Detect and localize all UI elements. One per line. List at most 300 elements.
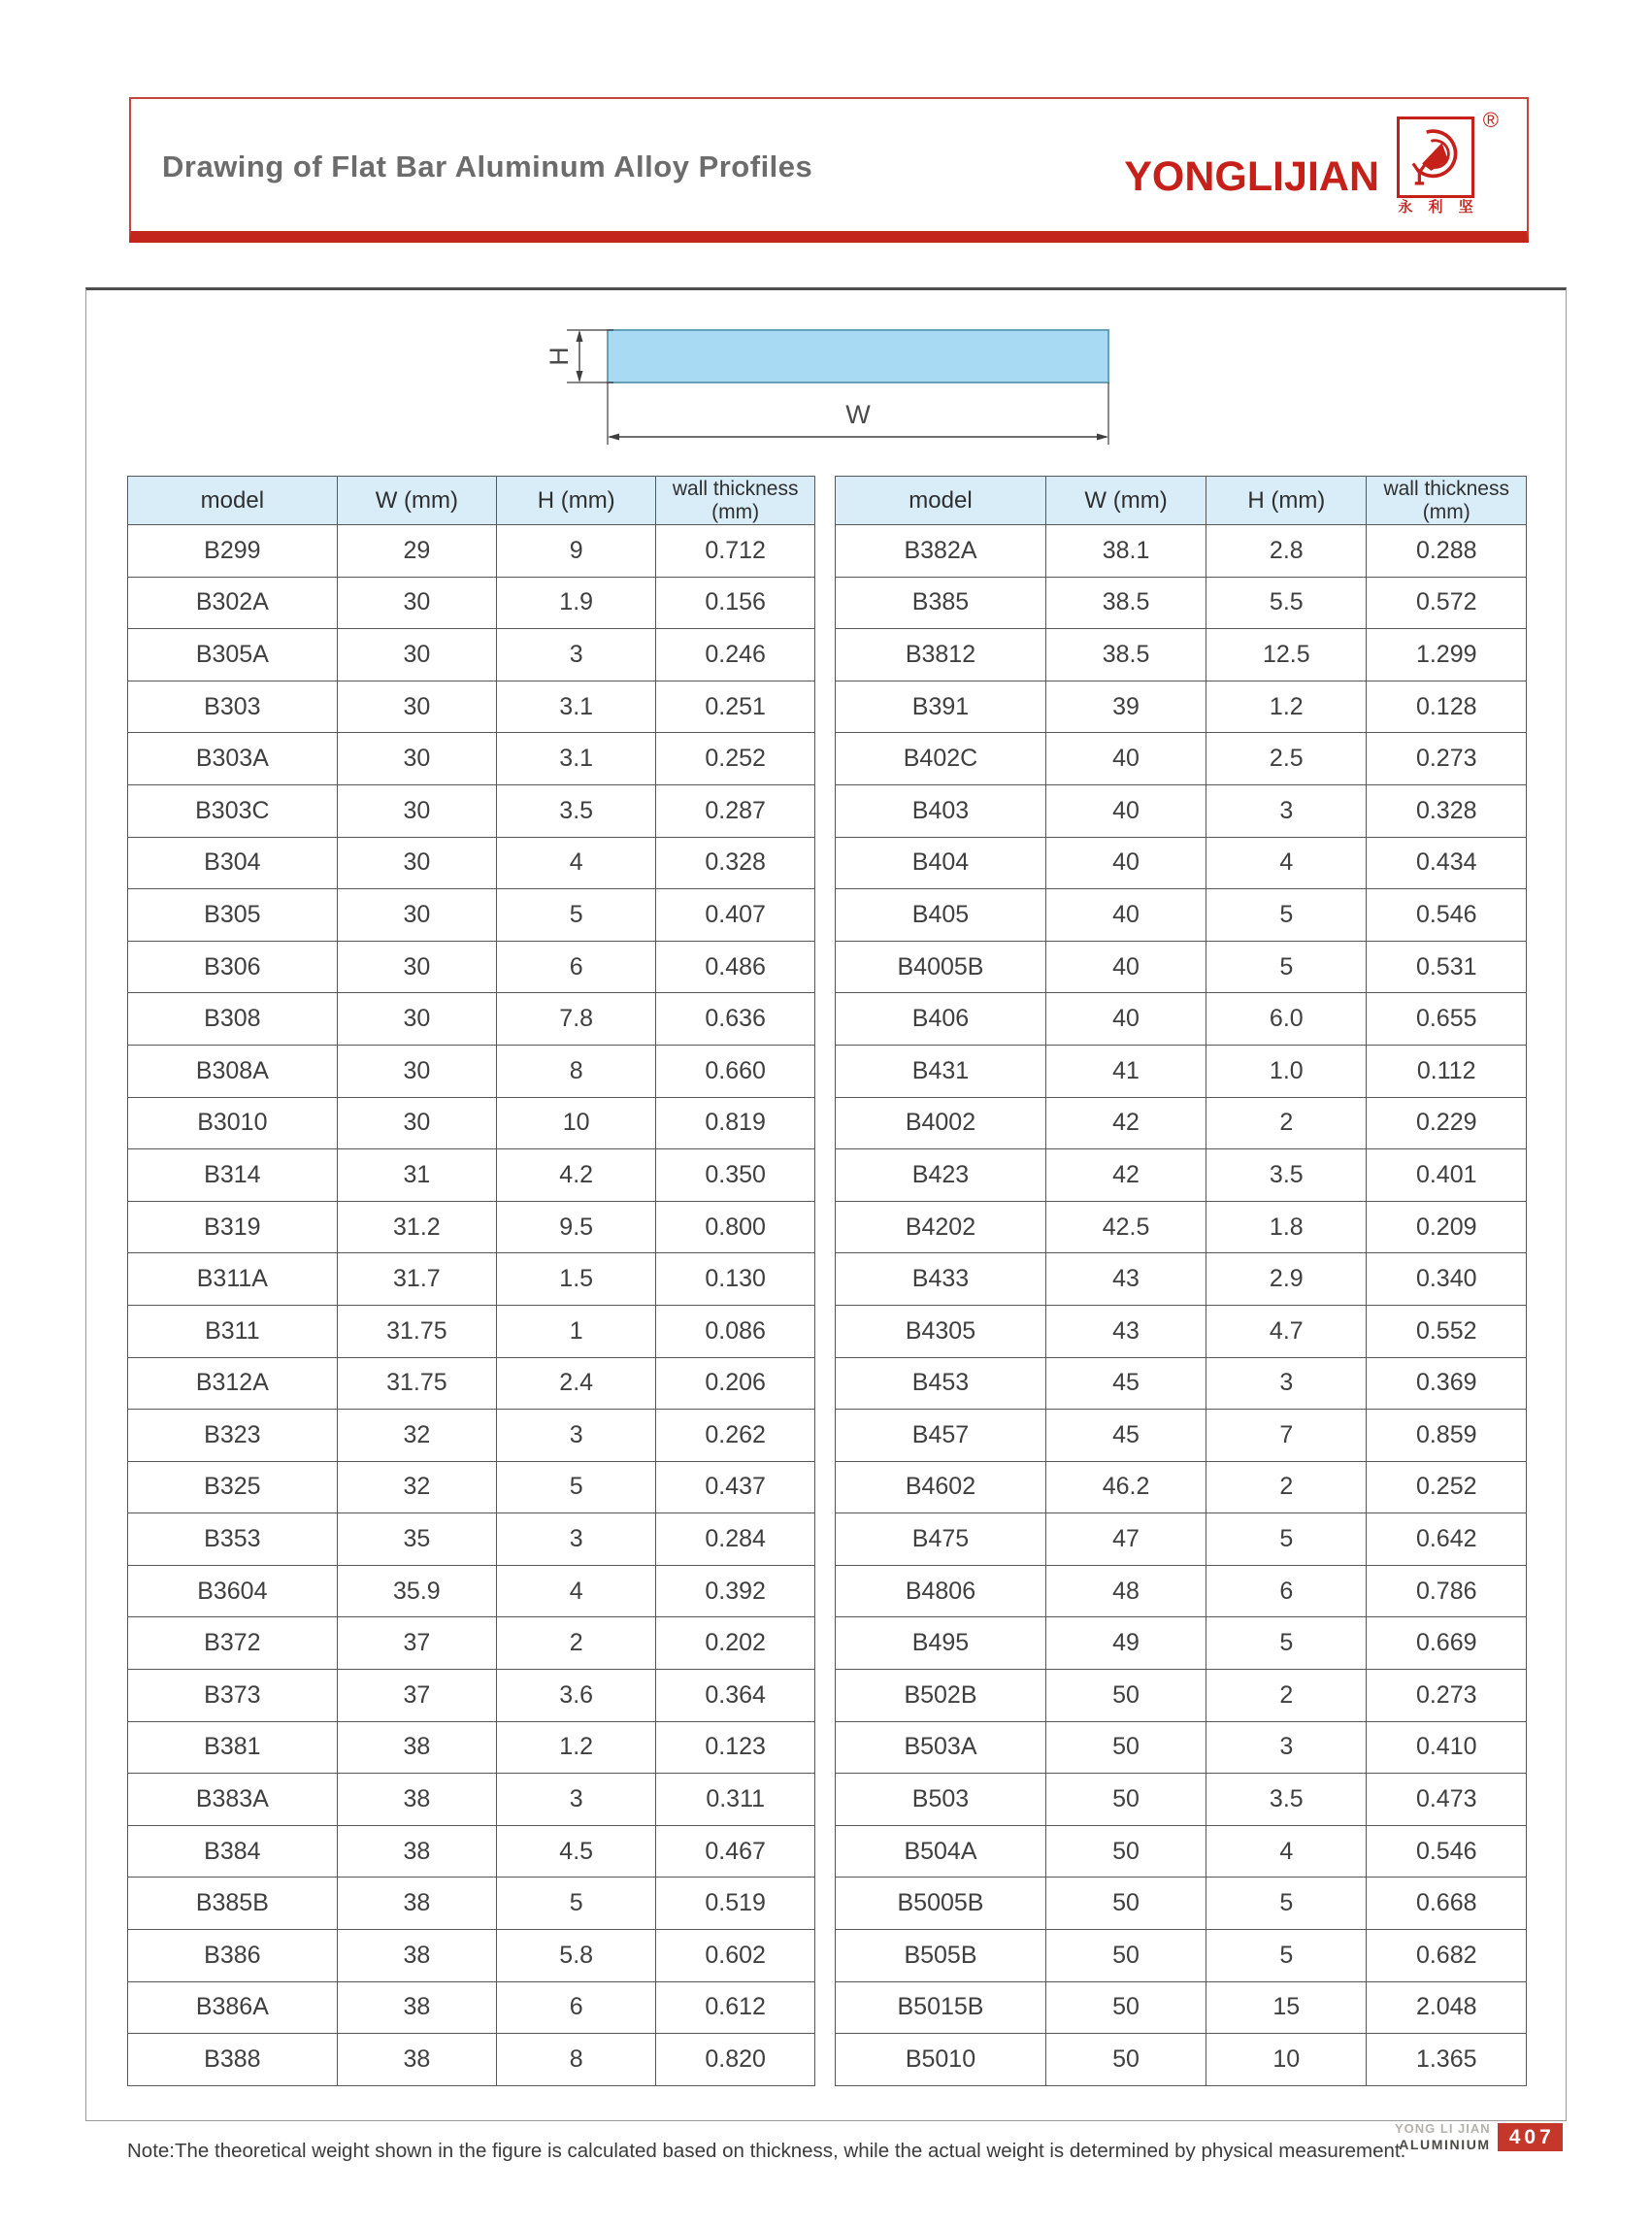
page-number: 407 <box>1498 2123 1563 2151</box>
cell: 38 <box>337 1721 496 1774</box>
cell: 48 <box>1045 1565 1206 1617</box>
cell: 3 <box>1206 1721 1367 1774</box>
table-row <box>128 1565 815 1617</box>
cell: B305A <box>128 629 338 681</box>
cell: 0.668 <box>1367 1878 1527 1930</box>
table-row <box>128 1774 815 1826</box>
table-row <box>128 1201 815 1253</box>
cell: 0.602 <box>656 1930 815 1982</box>
cell: 5 <box>1206 1617 1367 1670</box>
cell: 29 <box>337 525 496 578</box>
cell: 43 <box>1045 1305 1206 1357</box>
cell: 0.273 <box>1367 733 1527 785</box>
table-row <box>128 993 815 1046</box>
table-row <box>128 577 815 629</box>
cell: 30 <box>337 837 496 889</box>
cell: 3 <box>497 629 656 681</box>
cell: 38.1 <box>1045 525 1206 578</box>
table-row <box>836 1253 1527 1306</box>
cell: 0.246 <box>656 629 815 681</box>
table-row <box>836 941 1527 993</box>
cell: B304 <box>128 837 338 889</box>
cell: 49 <box>1045 1617 1206 1670</box>
cell: 2 <box>1206 1097 1367 1149</box>
cell: B384 <box>128 1825 338 1878</box>
cell: 31 <box>337 1149 496 1202</box>
cell: 0.552 <box>1367 1305 1527 1357</box>
flat-bar-diagram <box>544 318 1145 454</box>
cell: 4.7 <box>1206 1305 1367 1357</box>
cell: 4 <box>497 1565 656 1617</box>
cell: 3.1 <box>497 733 656 785</box>
cell: 0.229 <box>1367 1097 1527 1149</box>
table-row <box>128 1045 815 1097</box>
cell: B3812 <box>836 629 1046 681</box>
column-header: W (mm) <box>337 477 496 525</box>
cell: 1.2 <box>1206 681 1367 733</box>
cell: B323 <box>128 1410 338 1462</box>
table-row <box>836 681 1527 733</box>
cell: 3 <box>497 1513 656 1566</box>
table-row <box>128 1878 815 1930</box>
cell: 3.5 <box>1206 1149 1367 1202</box>
column-header: model <box>128 477 338 525</box>
table-row <box>128 1253 815 1306</box>
cell: B4305 <box>836 1305 1046 1357</box>
spec-table-right <box>835 476 1527 2086</box>
table-row <box>128 525 815 578</box>
cell: 3.5 <box>497 784 656 837</box>
badge-brand-line1: YONG LI JIAN <box>1395 2121 1491 2136</box>
badge-brand-text <box>1395 2122 1491 2152</box>
brand-name: YONGLIJIAN <box>1124 153 1379 201</box>
table-row <box>836 1617 1527 1670</box>
cell: 42 <box>1045 1097 1206 1149</box>
cell: 0.252 <box>656 733 815 785</box>
cell: 0.612 <box>656 1981 815 2034</box>
column-header: H (mm) <box>1206 477 1367 525</box>
cell: 0.712 <box>656 525 815 578</box>
cell: 0.288 <box>1367 525 1527 578</box>
cell: 10 <box>497 1097 656 1149</box>
table-row <box>128 1617 815 1670</box>
cell: 0.660 <box>656 1045 815 1097</box>
registered-trademark-icon: ® <box>1482 108 1499 132</box>
note-text: Note:The theoretical weight shown in the figure is calculated based on thickness, while the actual weight is determined by physical measurement. <box>127 2140 1406 2162</box>
cell: 50 <box>1045 1878 1206 1930</box>
width-dimension-label: W <box>845 400 871 429</box>
cell: 3.5 <box>1206 1774 1367 1826</box>
table-row <box>836 993 1527 1046</box>
cell: 32 <box>337 1461 496 1513</box>
page-header <box>129 97 1529 243</box>
cell: 0.273 <box>1367 1670 1527 1722</box>
cell: 38.5 <box>1045 577 1206 629</box>
cell: B391 <box>836 681 1046 733</box>
cell: 42 <box>1045 1149 1206 1202</box>
cell: B311A <box>128 1253 338 1306</box>
cell: B504A <box>836 1825 1046 1878</box>
cell: 0.519 <box>656 1878 815 1930</box>
cell: 43 <box>1045 1253 1206 1306</box>
cell: 15 <box>1206 1981 1367 2034</box>
cell: 0.364 <box>656 1670 815 1722</box>
cell: 31.7 <box>337 1253 496 1306</box>
table-row <box>836 1670 1527 1722</box>
cell: 6 <box>497 1981 656 2034</box>
cell: 0.202 <box>656 1617 815 1670</box>
cell: 0.572 <box>1367 577 1527 629</box>
cell: 8 <box>497 2034 656 2086</box>
cell: 50 <box>1045 1670 1206 1722</box>
table-row <box>836 1878 1527 1930</box>
cell: 0.434 <box>1367 837 1527 889</box>
cell: 0.410 <box>1367 1721 1527 1774</box>
cell: 0.156 <box>656 577 815 629</box>
cell: 3 <box>497 1410 656 1462</box>
table-row <box>128 941 815 993</box>
cell: 0.546 <box>1367 1825 1527 1878</box>
cell: 30 <box>337 889 496 942</box>
cell: 47 <box>1045 1513 1206 1566</box>
cell: 30 <box>337 681 496 733</box>
column-header: wall thickness (mm) <box>656 477 815 525</box>
table-row <box>836 1305 1527 1357</box>
cell: 0.636 <box>656 993 815 1046</box>
cell: 0.284 <box>656 1513 815 1566</box>
cell: 30 <box>337 1097 496 1149</box>
table-row <box>836 1461 1527 1513</box>
cell: 5 <box>497 1878 656 1930</box>
cell: B385B <box>128 1878 338 1930</box>
yonglijian-logo-icon <box>1397 108 1499 216</box>
table-row <box>836 1357 1527 1410</box>
cell: 37 <box>337 1670 496 1722</box>
cell: 0.669 <box>1367 1617 1527 1670</box>
cell: 5.8 <box>497 1930 656 1982</box>
cell: 0.655 <box>1367 993 1527 1046</box>
table-row <box>128 1930 815 1982</box>
cell: B303C <box>128 784 338 837</box>
cell: 40 <box>1045 889 1206 942</box>
cell: B402C <box>836 733 1046 785</box>
cell: 1.2 <box>497 1721 656 1774</box>
logo-swirl-graphic <box>1400 119 1471 195</box>
cell: 0.819 <box>656 1097 815 1149</box>
cell: 30 <box>337 577 496 629</box>
table-row <box>836 525 1527 578</box>
table-row <box>836 1930 1527 1982</box>
cell: 40 <box>1045 784 1206 837</box>
table-row <box>128 1097 815 1149</box>
cell: 3.1 <box>497 681 656 733</box>
table-row <box>836 1774 1527 1826</box>
cell: 2.9 <box>1206 1253 1367 1306</box>
cell: 8 <box>497 1045 656 1097</box>
cell: B319 <box>128 1201 338 1253</box>
height-dimension-label: H <box>545 347 575 366</box>
cell: 0.206 <box>656 1357 815 1410</box>
cell: 1.8 <box>1206 1201 1367 1253</box>
cell: B5015B <box>836 1981 1046 2034</box>
table-row <box>836 1045 1527 1097</box>
table-row <box>128 1513 815 1566</box>
cell: 2.4 <box>497 1357 656 1410</box>
cell: 0.252 <box>1367 1461 1527 1513</box>
header-row <box>836 477 1527 525</box>
cell: B312A <box>128 1357 338 1410</box>
cell: B406 <box>836 993 1046 1046</box>
cell: 38 <box>337 1878 496 1930</box>
cell: B303 <box>128 681 338 733</box>
cell: B383A <box>128 1774 338 1826</box>
cell: 0.401 <box>1367 1149 1527 1202</box>
cell: 0.112 <box>1367 1045 1527 1097</box>
cell: 50 <box>1045 1721 1206 1774</box>
cell: 0.531 <box>1367 941 1527 993</box>
cell: 38 <box>337 1930 496 1982</box>
cell: B385 <box>836 577 1046 629</box>
cell: 0.392 <box>656 1565 815 1617</box>
column-header: W (mm) <box>1045 477 1206 525</box>
table-row <box>128 1357 815 1410</box>
cell: 0.311 <box>656 1774 815 1826</box>
cell: 6 <box>1206 1565 1367 1617</box>
cell: B503 <box>836 1774 1046 1826</box>
table-row <box>128 1461 815 1513</box>
cell: 1.299 <box>1367 629 1527 681</box>
table-row <box>128 733 815 785</box>
cell: B386 <box>128 1930 338 1982</box>
cell: 4 <box>1206 1825 1367 1878</box>
table-row <box>836 733 1527 785</box>
cell: 40 <box>1045 941 1206 993</box>
cell: 5 <box>1206 889 1367 942</box>
cell: 35.9 <box>337 1565 496 1617</box>
cell: 3.6 <box>497 1670 656 1722</box>
cell: 30 <box>337 784 496 837</box>
table-row <box>128 1981 815 2034</box>
cell: 5 <box>1206 1930 1367 1982</box>
page-badge <box>1395 2122 1563 2152</box>
cell: 42.5 <box>1045 1201 1206 1253</box>
cell: 2 <box>497 1617 656 1670</box>
cell: B431 <box>836 1045 1046 1097</box>
table-row <box>836 889 1527 942</box>
header-row <box>128 477 815 525</box>
cell: 4.5 <box>497 1825 656 1878</box>
cell: 0.130 <box>656 1253 815 1306</box>
cell: B303A <box>128 733 338 785</box>
spec-table-left <box>127 476 815 2086</box>
flat-bar-profile <box>608 330 1108 382</box>
cell: 12.5 <box>1206 629 1367 681</box>
table-row <box>128 1305 815 1357</box>
cell: 2 <box>1206 1670 1367 1722</box>
cell: 0.437 <box>656 1461 815 1513</box>
cell: 2.048 <box>1367 1981 1527 2034</box>
cell: 45 <box>1045 1410 1206 1462</box>
table-row <box>128 1721 815 1774</box>
cell: 31.75 <box>337 1305 496 1357</box>
cell: B314 <box>128 1149 338 1202</box>
cell: B306 <box>128 941 338 993</box>
cell: 0.209 <box>1367 1201 1527 1253</box>
cell: 0.328 <box>1367 784 1527 837</box>
column-header: wall thickness (mm) <box>1367 477 1527 525</box>
cell: 5.5 <box>1206 577 1367 629</box>
table-row <box>128 784 815 837</box>
cell: 0.546 <box>1367 889 1527 942</box>
table-row <box>836 1410 1527 1462</box>
cell: 31.2 <box>337 1201 496 1253</box>
cell: B302A <box>128 577 338 629</box>
cell: 6 <box>497 941 656 993</box>
cell: 0.328 <box>656 837 815 889</box>
cell: 5 <box>1206 1513 1367 1566</box>
cell: 0.128 <box>1367 681 1527 733</box>
cell: 0.859 <box>1367 1410 1527 1462</box>
cell: 30 <box>337 1045 496 1097</box>
cell: 32 <box>337 1410 496 1462</box>
table-row <box>836 1097 1527 1149</box>
cell: 7 <box>1206 1410 1367 1462</box>
cell: B388 <box>128 2034 338 2086</box>
cell: B3604 <box>128 1565 338 1617</box>
table-row <box>128 889 815 942</box>
cell: 30 <box>337 993 496 1046</box>
cell: 37 <box>337 1617 496 1670</box>
cell: 5 <box>1206 941 1367 993</box>
cell: 0.642 <box>1367 1513 1527 1566</box>
cell: 50 <box>1045 2034 1206 2086</box>
cell: B4602 <box>836 1461 1046 1513</box>
cell: B382A <box>836 525 1046 578</box>
cell: B495 <box>836 1617 1046 1670</box>
cell: 0.820 <box>656 2034 815 2086</box>
cell: 2.8 <box>1206 525 1367 578</box>
cell: 50 <box>1045 1825 1206 1878</box>
table-row <box>836 577 1527 629</box>
cell: 50 <box>1045 1774 1206 1826</box>
cell: B405 <box>836 889 1046 942</box>
cell: 30 <box>337 629 496 681</box>
cell: B4806 <box>836 1565 1046 1617</box>
cell: 0.086 <box>656 1305 815 1357</box>
cell: 0.786 <box>1367 1565 1527 1617</box>
cell: B305 <box>128 889 338 942</box>
cell: 6.0 <box>1206 993 1367 1046</box>
table-row <box>836 837 1527 889</box>
cell: 0.407 <box>656 889 815 942</box>
cell: B505B <box>836 1930 1046 1982</box>
cell: B381 <box>128 1721 338 1774</box>
cell: 4 <box>497 837 656 889</box>
cell: 0.486 <box>656 941 815 993</box>
cell: B4002 <box>836 1097 1046 1149</box>
cell: 2 <box>1206 1461 1367 1513</box>
cell: B457 <box>836 1410 1046 1462</box>
cell: B5005B <box>836 1878 1046 1930</box>
table-row <box>836 1201 1527 1253</box>
cell: B404 <box>836 837 1046 889</box>
cell: 0.682 <box>1367 1930 1527 1982</box>
cell: 31.75 <box>337 1357 496 1410</box>
cell: 38 <box>337 1774 496 1826</box>
table-row <box>836 629 1527 681</box>
cell: 0.350 <box>656 1149 815 1202</box>
cell: B372 <box>128 1617 338 1670</box>
table-row <box>128 837 815 889</box>
cell: 10 <box>1206 2034 1367 2086</box>
cell: B4005B <box>836 941 1046 993</box>
cell: B503A <box>836 1721 1046 1774</box>
cell: B3010 <box>128 1097 338 1149</box>
cell: B353 <box>128 1513 338 1566</box>
cell: B311 <box>128 1305 338 1357</box>
cell: B299 <box>128 525 338 578</box>
cell: 1.365 <box>1367 2034 1527 2086</box>
cell: 39 <box>1045 681 1206 733</box>
cell: B403 <box>836 784 1046 837</box>
cell: 0.251 <box>656 681 815 733</box>
cell: 46.2 <box>1045 1461 1206 1513</box>
cell: 0.800 <box>656 1201 815 1253</box>
cell: 0.262 <box>656 1410 815 1462</box>
table-row <box>836 1149 1527 1202</box>
table-row <box>128 1825 815 1878</box>
cell: B325 <box>128 1461 338 1513</box>
cell: 1.0 <box>1206 1045 1367 1097</box>
cell: B475 <box>836 1513 1046 1566</box>
cell: 4.2 <box>497 1149 656 1202</box>
page-title: Drawing of Flat Bar Aluminum Alloy Profiles <box>162 150 813 183</box>
cell: B502B <box>836 1670 1046 1722</box>
table-row <box>128 1149 815 1202</box>
cell: B308 <box>128 993 338 1046</box>
table-row <box>128 1410 815 1462</box>
cell: 40 <box>1045 837 1206 889</box>
cell: 30 <box>337 941 496 993</box>
column-header: H (mm) <box>497 477 656 525</box>
cell: 3 <box>497 1774 656 1826</box>
cell: 38 <box>337 1825 496 1878</box>
cell: 5 <box>497 1461 656 1513</box>
table-row <box>836 1721 1527 1774</box>
cell: 0.473 <box>1367 1774 1527 1826</box>
cell: 0.123 <box>656 1721 815 1774</box>
table-row <box>836 1565 1527 1617</box>
cell: 2.5 <box>1206 733 1367 785</box>
cell: 50 <box>1045 1930 1206 1982</box>
brand-chinese: 永 利 坚 <box>1398 199 1479 216</box>
cell: B453 <box>836 1357 1046 1410</box>
cell: 0.369 <box>1367 1357 1527 1410</box>
table-row <box>128 681 815 733</box>
cell: 5 <box>1206 1878 1367 1930</box>
cell: 0.287 <box>656 784 815 837</box>
cell: 7.8 <box>497 993 656 1046</box>
table-row <box>836 1825 1527 1878</box>
cell: B308A <box>128 1045 338 1097</box>
cell: 30 <box>337 733 496 785</box>
cell: 0.467 <box>656 1825 815 1878</box>
cell: B423 <box>836 1149 1046 1202</box>
cell: B373 <box>128 1670 338 1722</box>
cell: 40 <box>1045 733 1206 785</box>
cell: 4 <box>1206 837 1367 889</box>
cell: 3 <box>1206 784 1367 837</box>
